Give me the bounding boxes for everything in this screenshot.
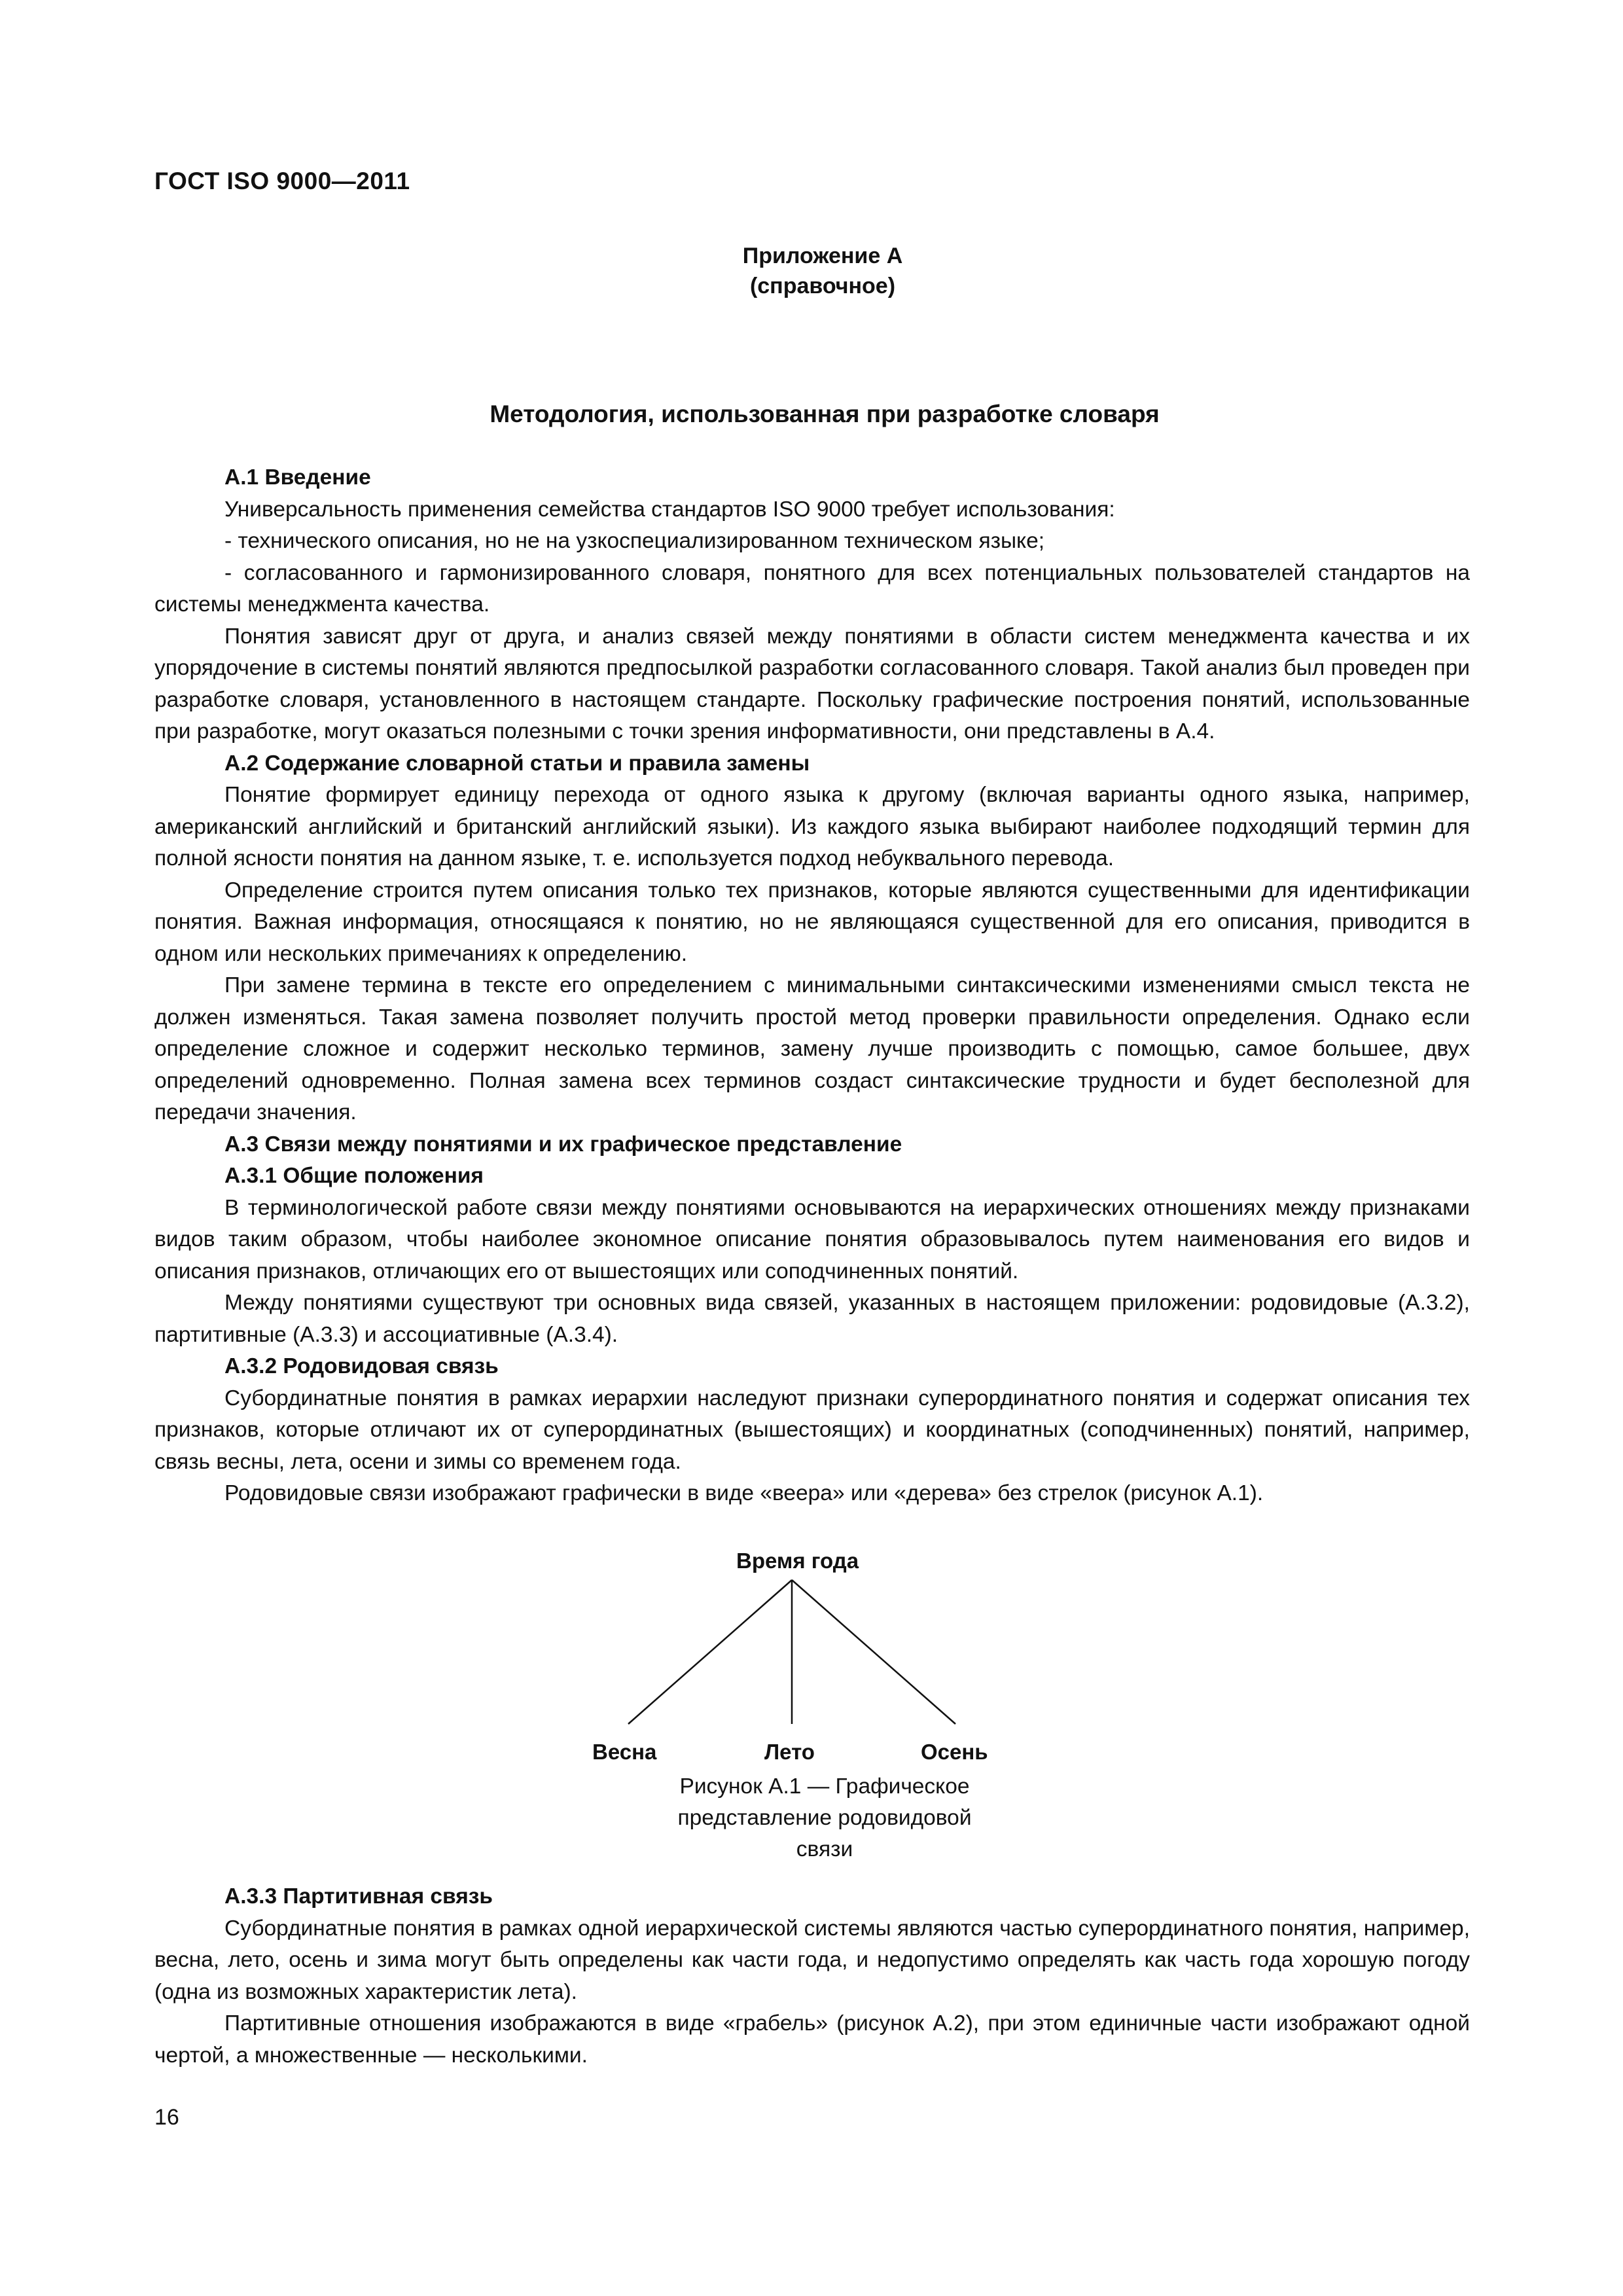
tree-child-label: Осень — [921, 1740, 988, 1764]
tree-child-label: Лето — [764, 1740, 815, 1764]
paragraph: Партитивные отношения изображаются в виде «грабель» (рисунок А.2), при этом единичные части изображают одной чертой, а множественные — несколькими. — [154, 2011, 1470, 2068]
paragraph: Между понятиями существуют три основных вида связей, указанных в настоящем приложении: родовидовые (А.3.2), партитивные (А.3.3) и ассоциативные (А.3.4). — [154, 1291, 1470, 1347]
subsection-heading: А.3.3 Партитивная связь — [224, 1884, 493, 1909]
paragraph: Субординатные понятия в рамках иерархии наследуют признаки суперординатного понятия и содержат описания тех признаков, которые отличают их от суперординатных (вышестоящих) и координатных (соподчиненных) понятий, например, связь весны, лета, осени и зимы со временем года. — [154, 1386, 1470, 1474]
paragraph: Понятие формирует единицу перехода от одного языка к другому (включая варианты одного языка, например, американский английский и британский английский языки). Из каждого языка выбирают наиболее подходящий термин для полной ясности понятия на данном языке, т. е. используется подход небуквального перевода. — [154, 783, 1470, 870]
paragraph: Определение строится путем описания только тех признаков, которые являются существенными для идентификации понятия. Важная информация, относящаяся к понятию, но не являющаяся существенной для его описания, приводится в одном или нескольких примечаниях к определению. — [154, 878, 1470, 966]
paragraph: При замене термина в тексте его определением с минимальными синтаксическими изменениями смысл текста не должен изменяться. Такая замена позволяет получить простой метод проверки правильности определения. Однако если определение сложное и содержит несколько терминов, замену лучше производить с помощью, самое большее, двух определений одновременно. Полная замена всех терминов создаст синтаксические трудности и будет бесполезной для передачи значения. — [154, 973, 1470, 1124]
paragraph: В терминологической работе связи между понятиями основываются на иерархических отношениях между признаками видов таким образом, чтобы наиболее экономное описание понятия образовывалось путем наименования его видов и описания признаков, отличающих его от вышестоящих или соподчиненных понятий. — [154, 1195, 1470, 1283]
tree-child-label: Весна — [592, 1740, 657, 1764]
section-heading: А.1 Введение — [224, 465, 371, 490]
paragraph: Понятия зависят друг от друга, и анализ связей между понятиями в области систем менеджмента качества и их упорядочение в системы понятий являются предпосылкой разработки согласованного словаря. Такой анализ был проведен при разработке словаря, установленного в настоящем стандарте. Поскольку графические построения понятий, использованные при разработке, могут оказаться полезными с точки зрения информативности, они представлены в А.4. — [154, 624, 1470, 744]
paragraph: Универсальность применения семейства стандартов ISO 9000 требует использования: — [224, 497, 1115, 522]
branch-line-spring — [628, 1580, 792, 1724]
annex-body — [154, 462, 1470, 1510]
caption-line: представление родовидовой — [677, 1806, 972, 1830]
tree-root-label: Время года — [736, 1549, 859, 1573]
subsection-heading: А.3.2 Родовидовая связь — [224, 1354, 499, 1378]
section-heading: А.3 Связи между понятиями и их графическое представление — [224, 1132, 902, 1157]
caption-line: Рисунок А.1 — Графическое — [679, 1774, 970, 1799]
branch-line-autumn — [792, 1580, 955, 1724]
annex-body-continued — [154, 1881, 1470, 2072]
figure-caption — [0, 1771, 1623, 1865]
list-item: - технического описания, но не на узкоспециализированном техническом языке; — [224, 529, 1045, 553]
document-code: ГОСТ ISO 9000—2011 — [154, 168, 410, 194]
annex-heading: Методология, использованная при разработке словаря — [490, 401, 1160, 427]
figure-a1-tree — [576, 1542, 1047, 1764]
list-item: - согласованного и гармонизированного словаря, понятного для всех потенциальных пользователей стандартов на системы менеджмента качества. — [154, 560, 1470, 617]
paragraph: Родовидовые связи изображают графически в виде «веера» или «дерева» без стрелок (рисунок А.1). — [224, 1481, 1264, 1505]
annex-title: Приложение А — [742, 243, 903, 268]
annex-type: (справочное) — [749, 274, 896, 298]
page-number: 16 — [154, 2105, 179, 2130]
section-heading: А.2 Содержание словарной статьи и правила замены — [224, 751, 810, 776]
subsection-heading: А.3.1 Общие положения — [224, 1164, 484, 1188]
paragraph: Субординатные понятия в рамках одной иерархической системы являются частью суперординатного понятия, например, весна, лето, осень и зима могут быть определены как части года, и недопустимо определять как часть года хорошую погоду (одна из возможных характеристик лета). — [154, 1916, 1470, 2004]
caption-line: связи — [796, 1837, 853, 1861]
